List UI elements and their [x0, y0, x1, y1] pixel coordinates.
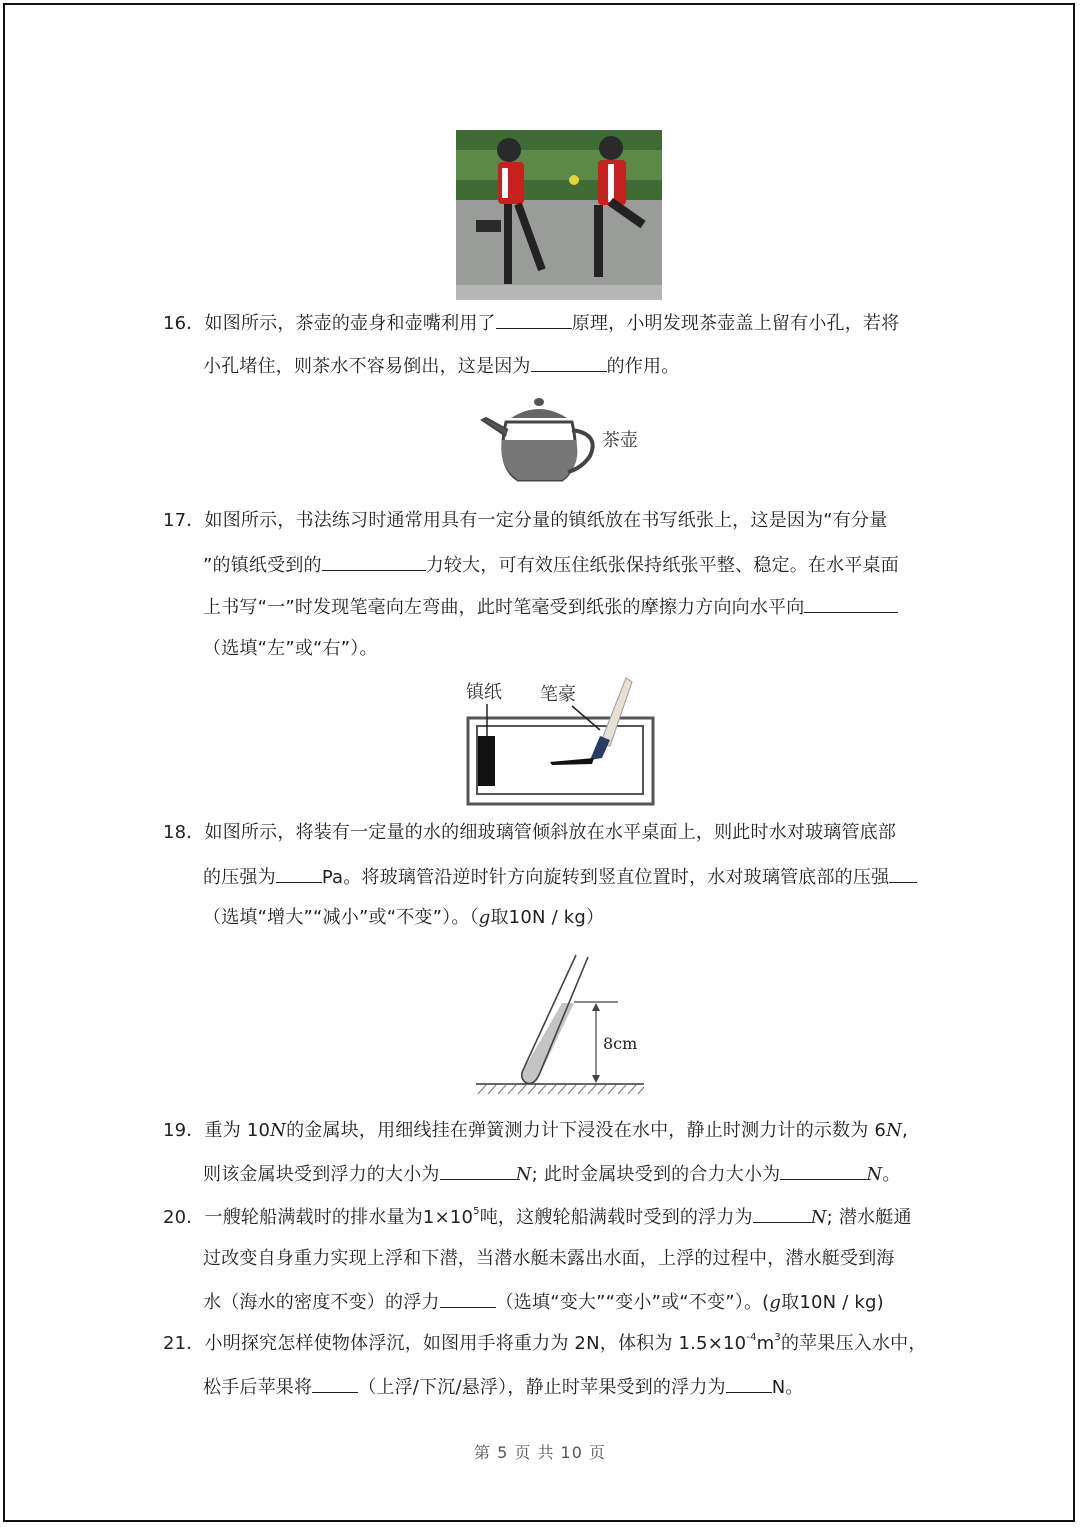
q21-number: 21．: [163, 1333, 205, 1354]
q17-number: 17．: [163, 510, 205, 531]
paperweight-brush-figure: [460, 674, 660, 808]
q21-blank-2[interactable]: [726, 1374, 772, 1393]
q18-line-2: 的压强为 Pa。将玻璃管沿逆时针方向旋转到竖直位置时，水对玻璃管底部的压强: [203, 864, 917, 890]
q16-line-2: 小孔堵住，则茶水不容易倒出，这是因为 的作用。: [203, 353, 679, 379]
brush-label: 笔豪: [540, 684, 576, 705]
q19-blank-1[interactable]: [440, 1161, 516, 1180]
q21-line-2: 松手后苹果将 （上浮/下沉/悬浮），静止时苹果受到的浮力为 N。: [203, 1374, 804, 1400]
q17-line-4: （选填“左”或“右”）。: [203, 638, 378, 659]
q20-blank-2[interactable]: [440, 1289, 496, 1308]
q17-line-3: 上书写“一”时发现笔毫向左弯曲，此时笔毫受到纸张的摩擦力方向向水平向: [203, 594, 898, 620]
q20-line-3: 水（海水的密度不变）的浮力 （选填“变大”“变小”或“不变”）。(g取10N / kg): [203, 1289, 884, 1315]
q17-blank-2[interactable]: [804, 594, 898, 613]
q19-line-1: 19．重为 10N的金属块，用细线挂在弹簧测力计下浸没在水中，静止时测力计的示数为 6N,: [163, 1120, 908, 1141]
q17-line-2: ”的镇纸受到的 力较大，可有效压住纸张保持纸张平整、稳定。在水平桌面: [203, 552, 899, 578]
q20-blank-1[interactable]: [753, 1204, 811, 1223]
kick-shuttlecock-photo: [456, 130, 662, 300]
q18-line-3: （选填“增大”“减小”或“不变”）。（g取10N / kg）: [203, 907, 605, 928]
tube-height-label: 8cm: [603, 1034, 638, 1053]
q19-blank-2[interactable]: [780, 1161, 866, 1180]
q18-blank-1[interactable]: [276, 864, 322, 883]
teapot-figure: [478, 396, 648, 488]
q21-line-1: 21．小明探究怎样使物体浮沉，如图用手将重力为 2N，体积为 $1.5\times 10^{-4}m^3$的苹果压入水中，: [163, 1332, 927, 1354]
q19-line-2: 则该金属块受到浮力的大小为 N; 此时金属块受到的合力大小为 N。: [203, 1161, 901, 1187]
q18-blank-2[interactable]: [889, 864, 917, 883]
paperweight-label: 镇纸: [466, 682, 502, 703]
q20-number: 20．: [163, 1207, 205, 1228]
page-footer: 第 5 页 共 10 页: [474, 1443, 606, 1462]
q21-blank-1[interactable]: [312, 1374, 358, 1393]
q16-number: 16．: [163, 313, 205, 334]
q18-number: 18．: [163, 822, 205, 843]
q17-blank-1[interactable]: [322, 552, 426, 571]
teapot-label: 茶壶: [602, 430, 638, 451]
q16-line-1: 16．如图所示，茶壶的壶身和壶嘴利用了 原理，小明发现茶壶盖上留有小孔，若将: [163, 310, 899, 336]
q16-blank-2[interactable]: [531, 353, 607, 372]
q16-blank-1[interactable]: [496, 310, 572, 329]
tilted-tube-figure: [472, 953, 648, 1098]
q20-line-1: 20．一艘轮船满载时的排水量为$1\times 10^5$吨，这艘轮船满载时受到的浮力为 N; 潜水艇通: [163, 1206, 912, 1228]
q19-number: 19．: [163, 1120, 205, 1141]
q18-line-1: 18．如图所示，将装有一定量的水的细玻璃管倾斜放在水平桌面上，则此时水对玻璃管底部: [163, 822, 897, 843]
q20-line-2: 过改变自身重力实现上浮和下潜，当潜水艇未露出水面，上浮的过程中，潜水艇受到海: [203, 1248, 895, 1269]
q17-line-1: 17．如图所示，书法练习时通常用具有一定分量的镇纸放在书写纸张上，这是因为“有分量: [163, 510, 888, 531]
